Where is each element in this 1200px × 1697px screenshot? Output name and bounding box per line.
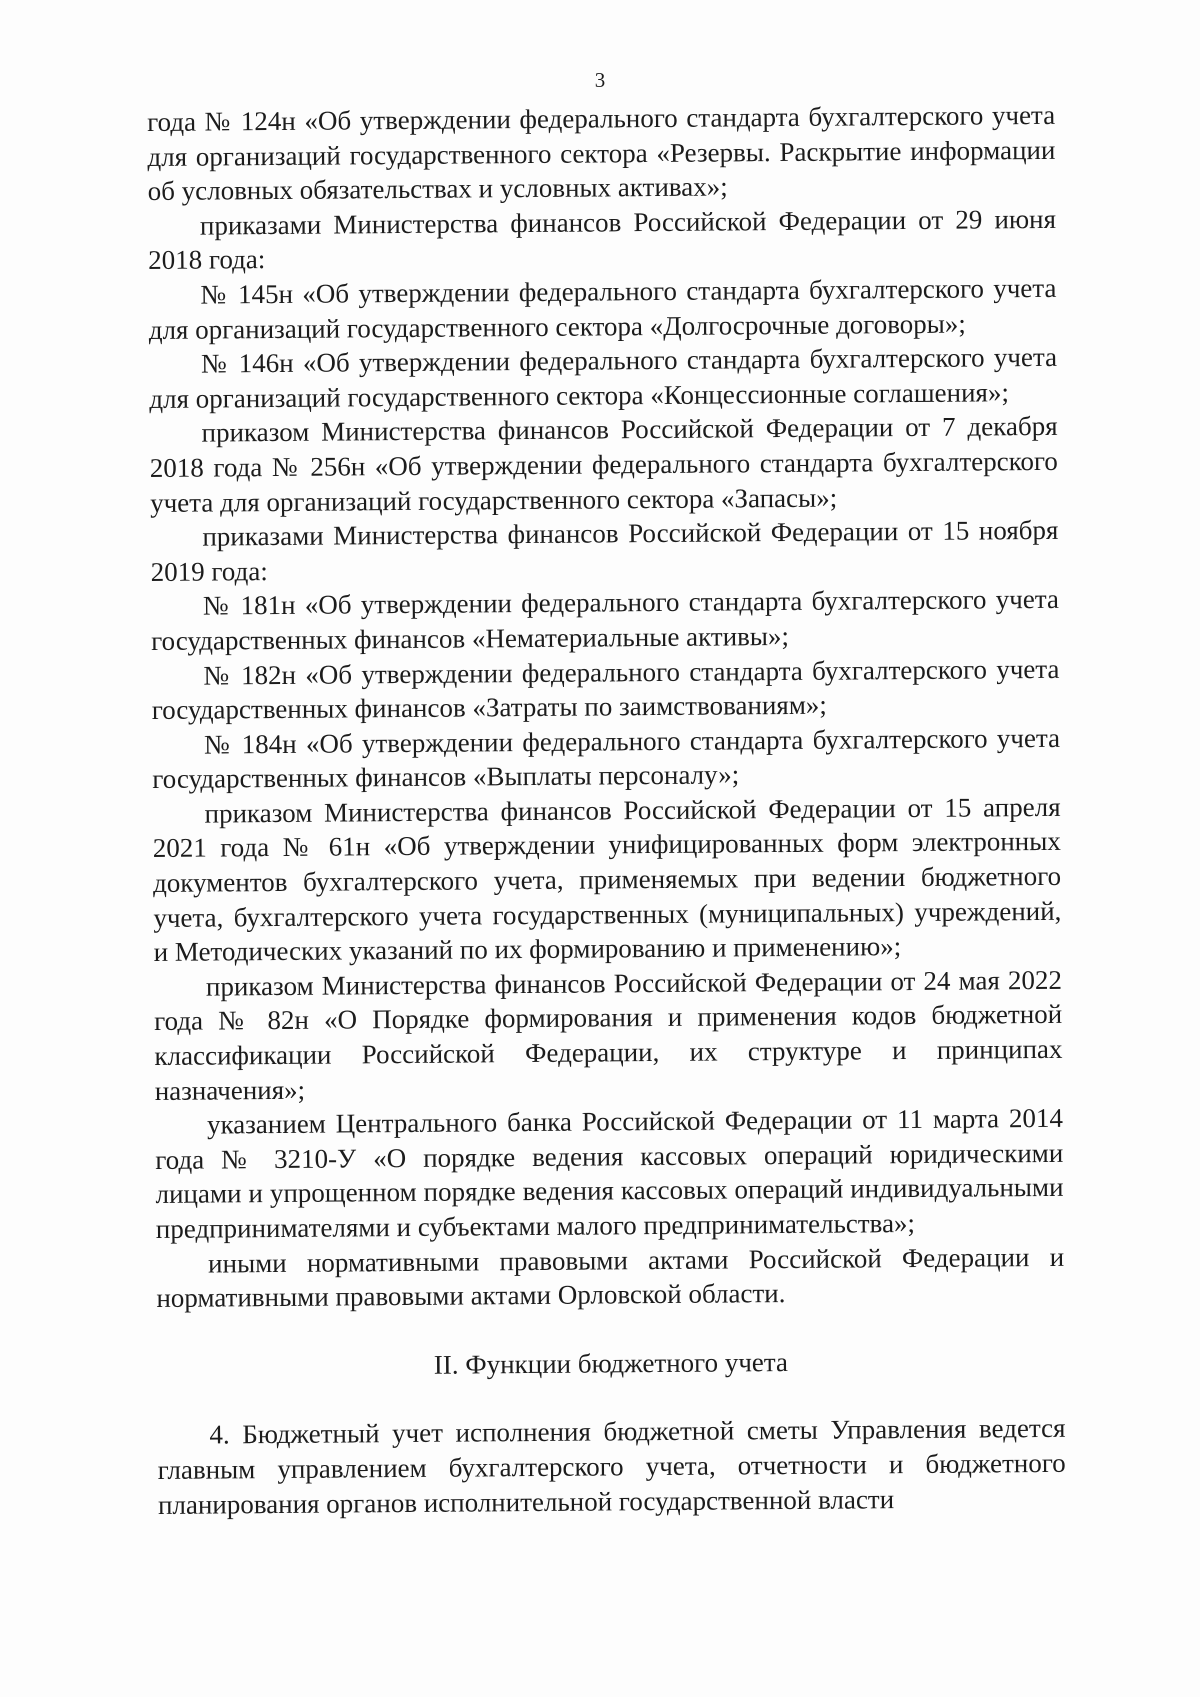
paragraph-order-256n: приказом Министерства финансов Российской Федерации от 7 декабря 2018 года № 256н «Об утверждении федерального стандарта бухгалтерского учета для организаций государственного сектора «Запасы»;: [149, 411, 1058, 518]
paragraph-order-181n: № 181н «Об утверждении федерального стандарта бухгалтерского учета государственных финансов «Нематериальные активы»;: [151, 584, 1060, 656]
section-heading: II. Функции бюджетного учета: [433, 1346, 789, 1380]
paragraph-orders-2018-june: приказами Министерства финансов Российской Федерации от 29 июня 2018 года:: [148, 203, 1057, 276]
document-body: [147, 98, 1066, 1522]
paragraph-order-146n: № 146н «Об утверждении федерального стандарта бухгалтерского учета для организаций государственного сектора «Концессионные соглашения»;: [149, 342, 1058, 414]
paragraph-order-61n: приказом Министерства финансов Российской Федерации от 15 апреля 2021 года № 61н «Об утверждении унифицированных форм электронных документов бухгалтерского учета, применяемых при ведении бюджетного учета, бухгалтерского учета государственных (муниципальных) учреждений, и Методических указаний по их формированию и применению»;: [152, 791, 1062, 968]
paragraph-order-182n: № 182н «Об утверждении федерального стандарта бухгалтерского учета государственных финансов «Затраты по заимствованиям»;: [151, 653, 1060, 726]
paragraph-order-184n: № 184н «Об утверждении федерального стандарта бухгалтерского учета государственных финансов «Выплаты персоналу»;: [152, 722, 1061, 795]
paragraph-continuation: года № 124н «Об утверждении федерального стандарта бухгалтерского учета для организаций государственного сектора «Резервы. Раскрытие информации об условных обязательствах и условных активах»;: [147, 99, 1056, 207]
paragraph-orders-2019-november: приказами Министерства финансов Российской Федерации от 15 ноября 2019 года:: [150, 514, 1059, 587]
page-number: 3: [594, 68, 606, 92]
paragraph-order-145n: № 145н «Об утверждении федерального стандарта бухгалтерского учета для организаций государственного сектора «Долгосрочные договоры»;: [148, 272, 1057, 345]
paragraph-section-2-item-4: 4. Бюджетный учет исполнения бюджетной сметы Управления ведется главным управлением бухгалтерского учета, отчетности и бюджетного планирования органов исполнительной государственной власти: [157, 1413, 1066, 1520]
paragraph-order-82n: приказом Министерства финансов Российской Федерации от 24 мая 2022 года № 82н «О Порядке формирования и применения кодов бюджетной классификации Российской Федерации, их структуре и принципах назначения»;: [154, 964, 1063, 1106]
paragraph-other-acts: иными нормативными правовыми актами Российской Федерации и нормативными правовыми актами Орловской области.: [156, 1241, 1065, 1314]
paragraph-instruction-3210u: указанием Центрального банка Российской Федерации от 11 марта 2014 года № 3210-У «О порядке ведения кассовых операций юридическими лицами и упрощенном порядке ведения кассовых операций индивидуальными предпринимателями и субъектами малого предпринимательства»;: [155, 1103, 1064, 1244]
